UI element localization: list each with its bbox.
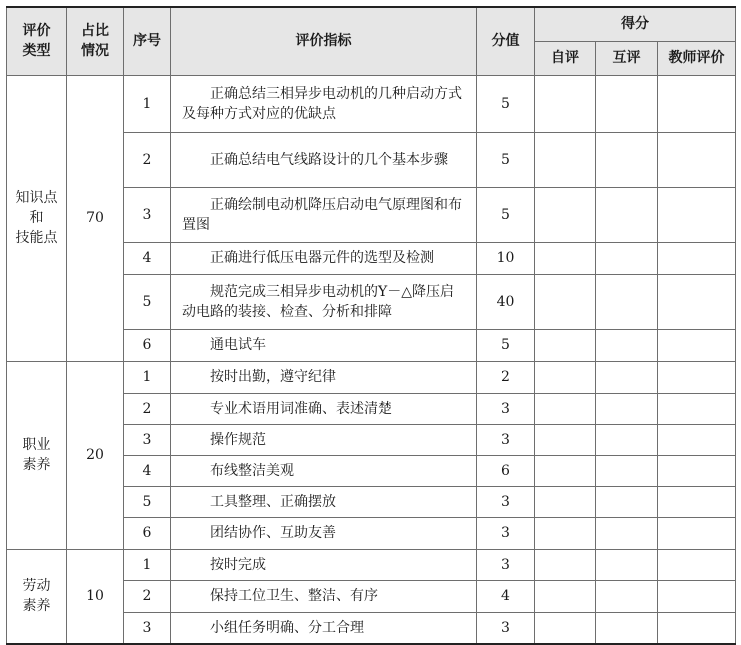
header-type: 评价 类型 [7,7,67,75]
score-cell: 3 [477,486,535,517]
self-score-cell[interactable] [535,486,596,517]
header-indicator: 评价指标 [171,7,477,75]
indicator-cell: 正确绘制电动机降压启动电气原理图和布置图 [171,187,477,242]
indicator-cell: 正确进行低压电器元件的选型及检测 [171,242,477,274]
ratio-cell: 70 [67,75,124,361]
self-score-cell[interactable] [535,424,596,455]
index-cell: 4 [124,455,171,486]
teacher-score-cell[interactable] [658,612,736,644]
index-cell: 5 [124,274,171,329]
peer-score-cell[interactable] [596,132,658,187]
teacher-score-cell[interactable] [658,361,736,393]
score-cell: 5 [477,75,535,132]
indicator-cell: 规范完成三相异步电动机的Y－△降压启动电路的装接、检查、分析和排障 [171,274,477,329]
index-cell: 1 [124,361,171,393]
indicator-cell: 专业术语用词准确、表述清楚 [171,393,477,424]
index-cell: 2 [124,580,171,612]
teacher-score-cell[interactable] [658,455,736,486]
index-cell: 1 [124,75,171,132]
indicator-cell: 保持工位卫生、整洁、有序 [171,580,477,612]
score-cell: 5 [477,329,535,361]
peer-score-cell[interactable] [596,187,658,242]
index-cell: 5 [124,486,171,517]
score-cell: 3 [477,393,535,424]
header-ratio: 占比 情况 [67,7,124,75]
peer-score-cell[interactable] [596,580,658,612]
index-cell: 2 [124,393,171,424]
teacher-score-cell[interactable] [658,549,736,580]
self-score-cell[interactable] [535,612,596,644]
header-teacher: 教师评价 [658,41,736,75]
score-cell: 5 [477,132,535,187]
index-cell: 3 [124,187,171,242]
teacher-score-cell[interactable] [658,580,736,612]
self-score-cell[interactable] [535,75,596,132]
peer-score-cell[interactable] [596,393,658,424]
peer-score-cell[interactable] [596,486,658,517]
peer-score-cell[interactable] [596,274,658,329]
self-score-cell[interactable] [535,455,596,486]
indicator-cell: 工具整理、正确摆放 [171,486,477,517]
teacher-score-cell[interactable] [658,187,736,242]
self-score-cell[interactable] [535,242,596,274]
table-row [7,361,736,393]
index-cell: 2 [124,132,171,187]
indicator-cell: 通电试车 [171,329,477,361]
peer-score-cell[interactable] [596,75,658,132]
teacher-score-cell[interactable] [658,274,736,329]
index-cell: 3 [124,424,171,455]
self-score-cell[interactable] [535,580,596,612]
table-row [7,75,736,132]
teacher-score-cell[interactable] [658,132,736,187]
self-score-cell[interactable] [535,132,596,187]
score-cell: 10 [477,242,535,274]
teacher-score-cell[interactable] [658,329,736,361]
indicator-cell: 操作规范 [171,424,477,455]
header-score: 分值 [477,7,535,75]
ratio-cell: 10 [67,549,124,644]
teacher-score-cell[interactable] [658,517,736,549]
self-score-cell[interactable] [535,361,596,393]
peer-score-cell[interactable] [596,242,658,274]
header-self: 自评 [535,41,596,75]
indicator-cell: 按时完成 [171,549,477,580]
indicator-cell: 小组任务明确、分工合理 [171,612,477,644]
score-cell: 6 [477,455,535,486]
teacher-score-cell[interactable] [658,393,736,424]
indicator-cell: 团结协作、互助友善 [171,517,477,549]
header-index: 序号 [124,7,171,75]
indicator-cell: 按时出勤，遵守纪律 [171,361,477,393]
evaluation-table [6,6,736,645]
score-cell: 5 [477,187,535,242]
index-cell: 6 [124,517,171,549]
indicator-cell: 正确总结三相异步电动机的几种启动方式及每种方式对应的优缺点 [171,75,477,132]
index-cell: 1 [124,549,171,580]
peer-score-cell[interactable] [596,329,658,361]
category-cell: 知识点 和 技能点 [7,75,67,361]
peer-score-cell[interactable] [596,549,658,580]
score-cell: 4 [477,580,535,612]
score-cell: 2 [477,361,535,393]
index-cell: 4 [124,242,171,274]
peer-score-cell[interactable] [596,517,658,549]
teacher-score-cell[interactable] [658,486,736,517]
indicator-cell: 布线整洁美观 [171,455,477,486]
header-got: 得分 [535,7,736,41]
teacher-score-cell[interactable] [658,242,736,274]
teacher-score-cell[interactable] [658,424,736,455]
score-cell: 3 [477,517,535,549]
score-cell: 3 [477,424,535,455]
peer-score-cell[interactable] [596,455,658,486]
index-cell: 3 [124,612,171,644]
score-cell: 3 [477,549,535,580]
self-score-cell[interactable] [535,517,596,549]
peer-score-cell[interactable] [596,361,658,393]
peer-score-cell[interactable] [596,612,658,644]
self-score-cell[interactable] [535,187,596,242]
indicator-cell: 正确总结电气线路设计的几个基本步骤 [171,132,477,187]
teacher-score-cell[interactable] [658,75,736,132]
index-cell: 6 [124,329,171,361]
ratio-cell: 20 [67,361,124,549]
category-cell: 职业 素养 [7,361,67,549]
self-score-cell[interactable] [535,329,596,361]
score-cell: 40 [477,274,535,329]
self-score-cell[interactable] [535,274,596,329]
table-row [7,549,736,580]
self-score-cell[interactable] [535,549,596,580]
self-score-cell[interactable] [535,393,596,424]
category-cell: 劳动 素养 [7,549,67,644]
peer-score-cell[interactable] [596,424,658,455]
header-peer: 互评 [596,41,658,75]
score-cell: 3 [477,612,535,644]
